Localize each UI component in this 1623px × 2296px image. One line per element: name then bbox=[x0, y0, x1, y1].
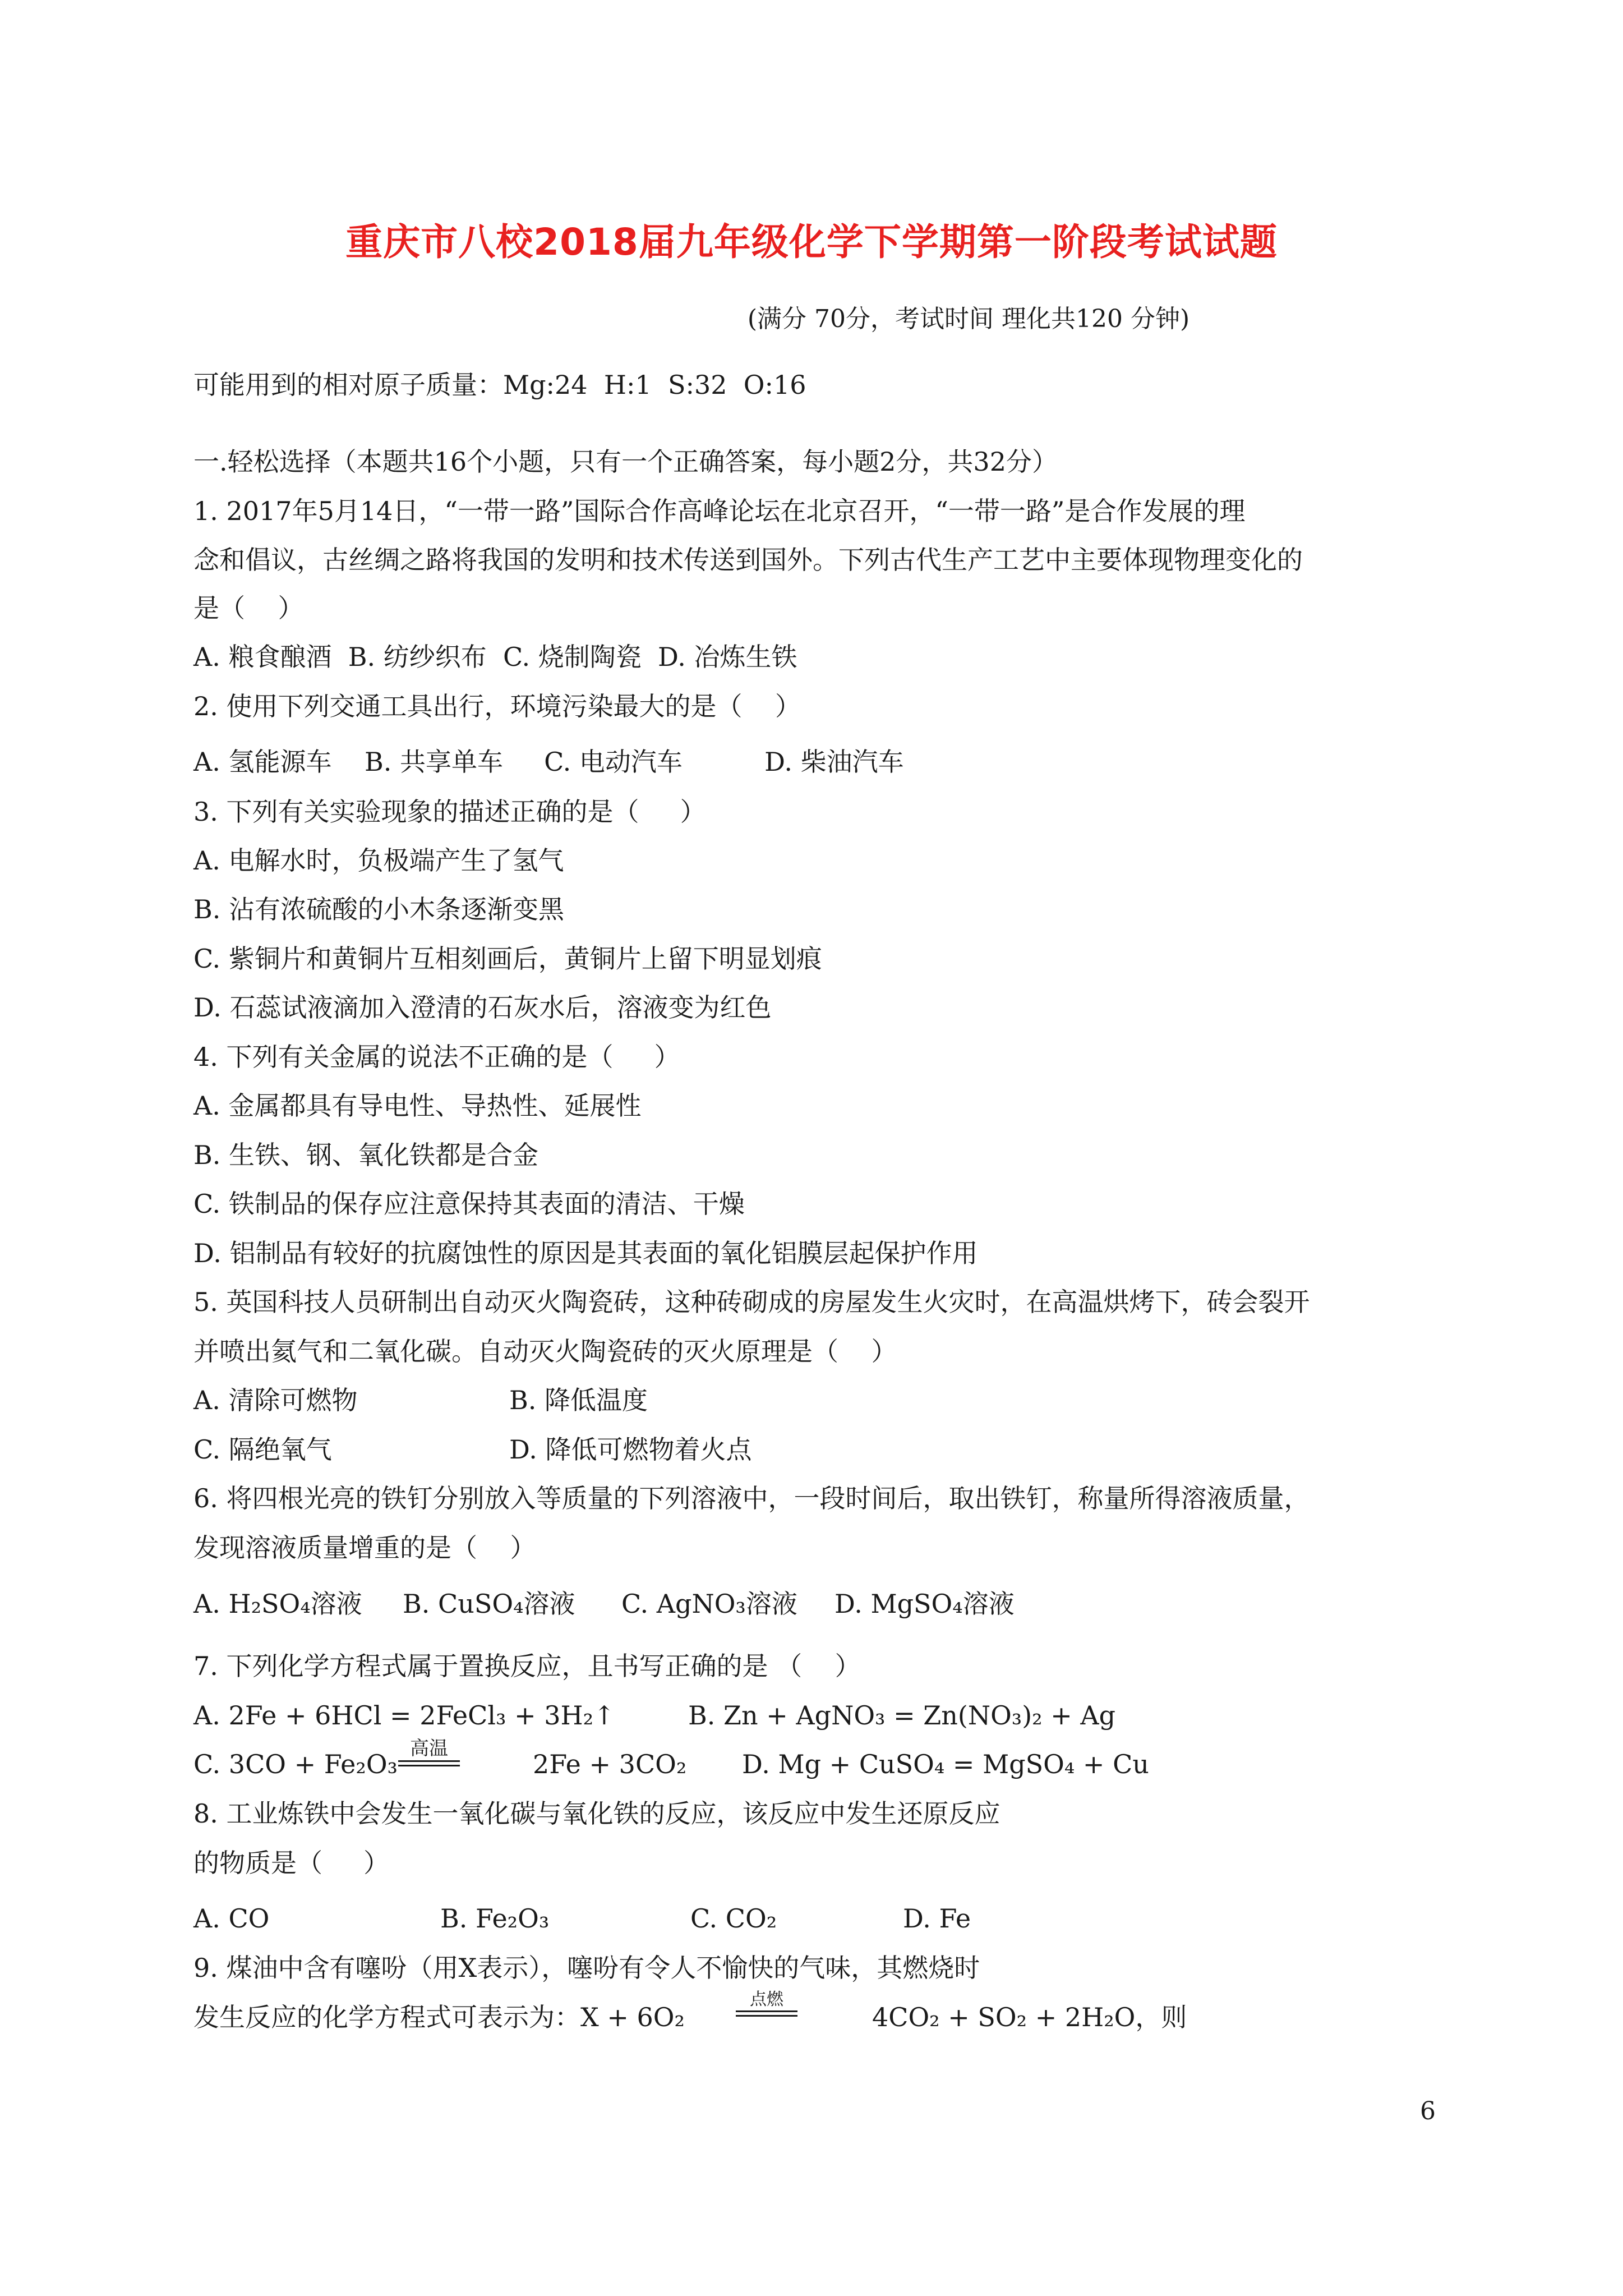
q5-option-a: A. 清除可燃物 bbox=[193, 1385, 358, 1415]
q7-option-c-left: C. 3CO + Fe₂O₃ bbox=[193, 1749, 398, 1779]
q5-option-c: C. 隔绝氧气 bbox=[193, 1434, 332, 1465]
q7-option-a: A. 2Fe + 6HCl = 2FeCl₃ + 3H₂↑ bbox=[193, 1700, 615, 1731]
high-temp-label: 高温 bbox=[410, 1737, 448, 1760]
page-title: 重庆市八校2018届九年级化学下学期第一阶段考试试题 bbox=[345, 220, 1278, 264]
q7-option-b: B. Zn + AgNO₃ = Zn(NO₃)₂ + Ag bbox=[688, 1700, 1116, 1731]
q6-option-d: D. MgSO₄溶液 bbox=[834, 1589, 1015, 1619]
q1-stem-line2: 念和倡议，古丝绸之路将我国的发明和技术传送到国外。下列古代生产工艺中主要体现物理变化的 bbox=[193, 545, 1303, 575]
q4-stem: 4. 下列有关金属的说法不正确的是（ ） bbox=[193, 1042, 680, 1072]
ignite-label: 点燃 bbox=[750, 1990, 783, 2009]
q4-option-c: C. 铁制品的保存应注意保持其表面的清洁、干燥 bbox=[193, 1189, 745, 1219]
q7-option-d: D. Mg + CuSO₄ = MgSO₄ + Cu bbox=[742, 1749, 1149, 1779]
q6-option-b: B. CuSO₄溶液 bbox=[403, 1589, 575, 1619]
q3-option-b: B. 沾有浓硫酸的小木条逐渐变黑 bbox=[193, 894, 565, 924]
q5-option-b: B. 降低温度 bbox=[509, 1385, 648, 1415]
q9-reaction-condition bbox=[736, 1991, 797, 2017]
q1-stem-line1: 1. 2017年5月14日，“一带一路”国际合作高峰论坛在北京召开，“一带一路”是合作发展的理 bbox=[193, 496, 1246, 526]
q2-stem: 2. 使用下列交通工具出行，环境污染最大的是（ ） bbox=[193, 691, 801, 721]
equals-sign bbox=[398, 1760, 460, 1766]
q5-stem-line1: 5. 英国科技人员研制出自动灭火陶瓷砖，这种砖砌成的房屋发生火灾时，在高温烘烤下，砖会裂开 bbox=[193, 1287, 1310, 1317]
atomic-masses: 可能用到的相对原子质量：Mg:24 H:1 S:32 O:16 bbox=[193, 370, 806, 400]
q8-option-a: A. CO bbox=[193, 1903, 270, 1934]
q6-stem-line1: 6. 将四根光亮的铁钉分别放入等质量的下列溶液中，一段时间后，取出铁钉，称量所得溶液质量， bbox=[193, 1483, 1310, 1513]
q3-stem: 3. 下列有关实验现象的描述正确的是（ ） bbox=[193, 797, 706, 827]
q7-stem: 7. 下列化学方程式属于置换反应，且书写正确的是 （ ） bbox=[193, 1651, 861, 1681]
q2-options: A. 氢能源车 B. 共享单车 C. 电动汽车 D. 柴油汽车 bbox=[193, 747, 904, 777]
q5-stem-line2: 并喷出氦气和二氧化碳。自动灭火陶瓷砖的灭火原理是（ ） bbox=[193, 1336, 897, 1366]
page-number: 6 bbox=[1420, 2097, 1436, 2125]
q8-option-c: C. CO₂ bbox=[690, 1903, 777, 1934]
q8-option-d: D. Fe bbox=[903, 1903, 971, 1934]
exam-subtitle: (满分 70分，考试时间 理化共120 分钟) bbox=[747, 305, 1190, 333]
q7-reaction-condition bbox=[398, 1739, 460, 1766]
q3-option-c: C. 紫铜片和黄铜片互相刻画后，黄铜片上留下明显划痕 bbox=[193, 944, 822, 974]
q8-stem-line2: 的物质是（ ） bbox=[193, 1848, 390, 1878]
q6-option-a: A. H₂SO₄溶液 bbox=[193, 1589, 362, 1619]
q3-option-a: A. 电解水时，负极端产生了氢气 bbox=[193, 845, 564, 876]
q1-options: A. 粮食酿酒 B. 纺纱织布 C. 烧制陶瓷 D. 冶炼生铁 bbox=[193, 642, 797, 672]
q6-option-c: C. AgNO₃溶液 bbox=[621, 1589, 797, 1619]
q6-stem-line2: 发现溶液质量增重的是（ ） bbox=[193, 1533, 536, 1563]
q7-option-c-right: 2Fe + 3CO₂ bbox=[533, 1749, 687, 1779]
q8-stem-line1: 8. 工业炼铁中会发生一氧化碳与氧化铁的反应，该反应中发生还原反应 bbox=[193, 1798, 1000, 1829]
section-heading: 一.轻松选择（本题共16个小题，只有一个正确答案，每小题2分，共32分） bbox=[193, 447, 1058, 477]
q9-stem-line1: 9. 煤油中含有噻吩（用X表示），噻吩有令人不愉快的气味，其燃烧时 bbox=[193, 1953, 980, 1983]
q9-stem-line2-left: 发生反应的化学方程式可表示为：X + 6O₂ bbox=[193, 2002, 685, 2032]
q1-stem-line3: 是（ ） bbox=[193, 593, 304, 623]
q4-option-a: A. 金属都具有导电性、导热性、延展性 bbox=[193, 1091, 642, 1121]
q8-option-b: B. Fe₂O₃ bbox=[440, 1903, 550, 1934]
q4-option-d: D. 铝制品有较好的抗腐蚀性的原因是其表面的氧化铝膜层起保护作用 bbox=[193, 1238, 978, 1268]
q5-option-d: D. 降低可燃物着火点 bbox=[509, 1434, 752, 1465]
q4-option-b: B. 生铁、钢、氧化铁都是合金 bbox=[193, 1140, 539, 1170]
q9-stem-line2-right: 4CO₂ + SO₂ + 2H₂O，则 bbox=[872, 2002, 1187, 2032]
q3-option-d: D. 石蕊试液滴加入澄清的石灰水后，溶液变为红色 bbox=[193, 992, 772, 1023]
equals-sign bbox=[736, 2010, 797, 2017]
